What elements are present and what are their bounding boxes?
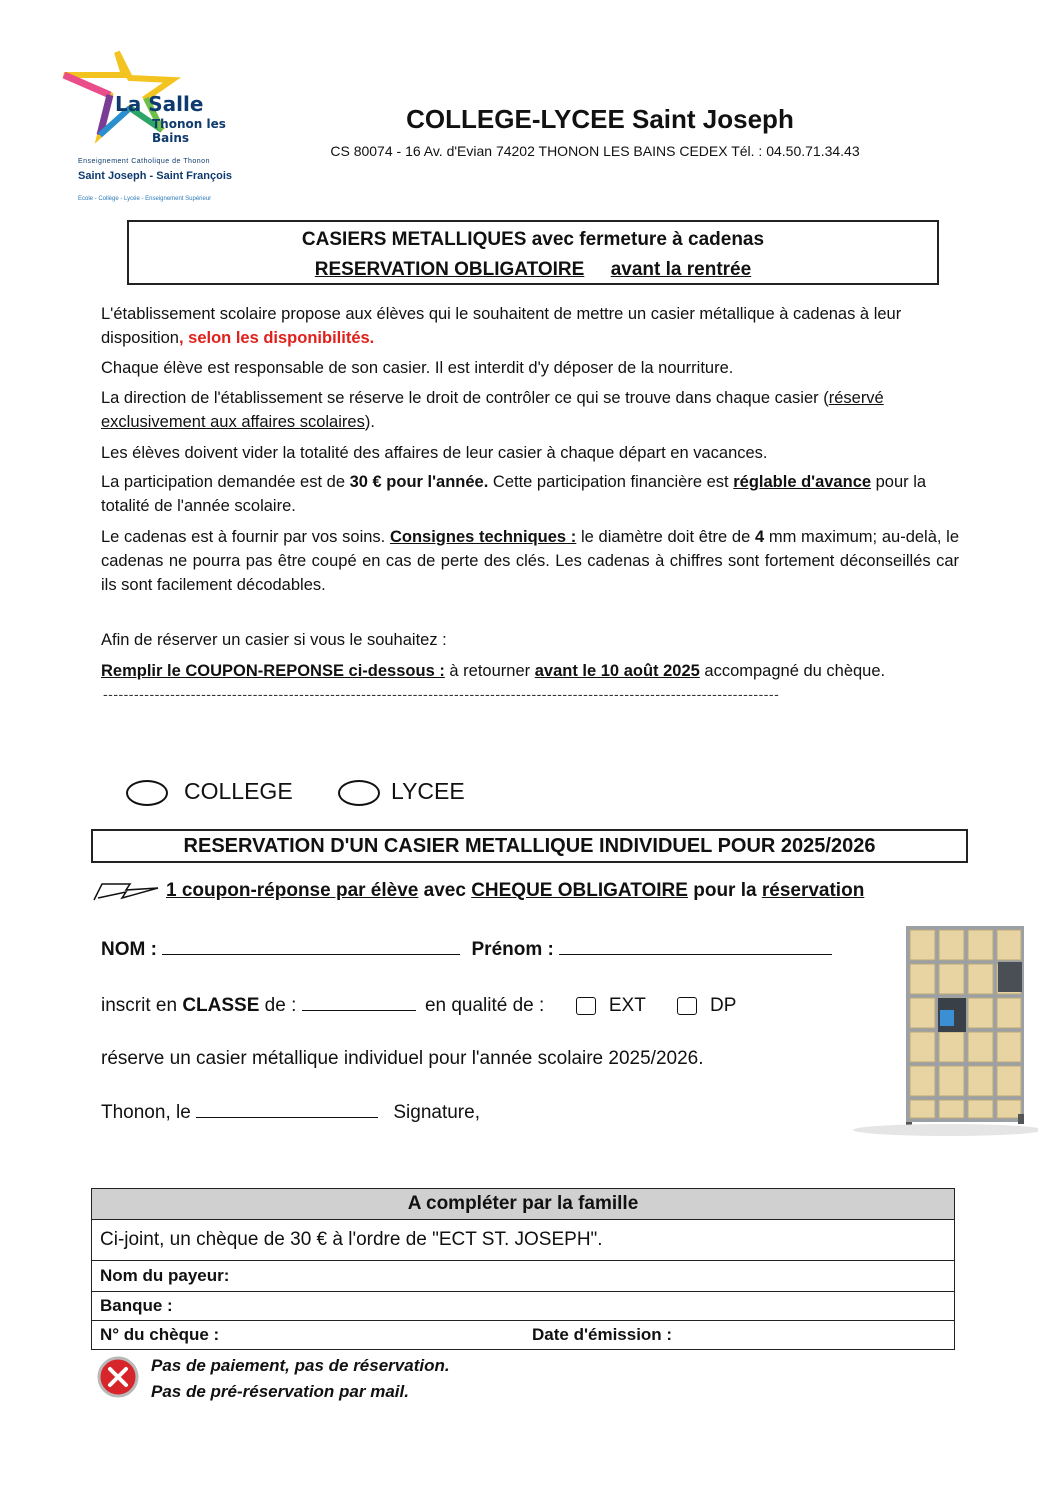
paragraph-participation [101,470,959,518]
coupon-rule [166,880,864,902]
cadenas-text-3: mm maximum; au-delà, le cadenas ne pourra pas être coupé en cas de perte des clés. Les cadenas à chiffres sont fortement déconseillés car ils sont facilement décodables. [101,528,960,594]
participation-amount: 30 € pour l'année. [349,473,489,491]
date-field[interactable] [196,1099,378,1118]
control-end: ). [364,413,375,431]
paragraph-vacances: Les élèves doivent vider la totalité des affaires de leur casier à chaque départ en vacances. [101,444,768,462]
title-rentree: avant la rentrée [610,259,752,280]
reserve-statement: réserve un casier métallique individuel pour l'année scolaire 2025/2026. [101,1048,704,1069]
reservation-box [91,829,968,863]
participation-text-2: Cette participation financière est [488,473,734,491]
error-icon [97,1356,139,1398]
school-address: CS 80074 - 16 Av. d'Evian 74202 THONON LES BAINS CEDEX Tél. : 04.50.71.34.43 [330,143,860,159]
paragraph-reserve: Afin de réserver un casier si vous le souhaitez : [101,631,447,649]
paragraph-intro [101,302,959,350]
intro-text: L'établissement scolaire propose aux élèves qui le souhaitent de mettre un casier métallique à cadenas à leur disposition [101,305,902,347]
signature-row [101,1099,480,1124]
reservation-title: RESERVATION D'UN CASIER METALLIQUE INDIVIDUEL POUR 2025/2026 [183,835,876,857]
lightning-arrow-icon [92,880,162,902]
cheque-number-row[interactable] [92,1321,955,1350]
participation-advance: réglable d'avance [733,473,872,491]
banque-label: Banque : [100,1296,173,1315]
cadenas-diameter: 4 [754,528,765,546]
cheque-text: accompagné du chèque. [699,662,886,680]
coupon-text: avec [418,880,472,901]
school-name: COLLEGE-LYCEE Saint Joseph [406,104,794,134]
nom-field[interactable] [162,936,460,955]
thonon-label: Thonon, le [101,1102,191,1123]
title-reservation: RESERVATION OBLIGATOIRE [314,259,585,280]
title-line-1: CASIERS METALLIQUES avec fermeture à cadenas [301,229,765,250]
coupon-text-2: pour la [687,880,762,901]
logo-levels: Ecole - Collège - Lycée - Enseignement Supérieur [78,196,212,202]
emission-date-label: Date d'émission : [532,1325,673,1344]
family-table-header: A compléter par la famille [92,1189,955,1220]
paragraph-control [101,386,959,434]
cadenas-text-2: le diamètre doit être de [576,528,755,546]
family-table [91,1188,955,1350]
cadenas-text: Le cadenas est à fournir par vos soins. [101,528,390,546]
prenom-label: Prénom : [471,939,554,960]
lycee-label: LYCEE [391,778,465,804]
cut-line: ----------------------------------------------------------------------------------------------------------------------------------- [103,686,780,702]
coupon-per-student: 1 coupon-réponse par élève [166,880,419,901]
prenom-field[interactable] [559,936,832,955]
signature-label: Signature, [393,1102,480,1123]
classe-label: CLASSE [182,995,260,1016]
control-underlined: réservé exclusivement aux affaires scolaires [101,389,884,431]
classe-field[interactable] [302,992,416,1011]
logo-tagline: Enseignement Catholique de Thonon [78,158,210,165]
return-text: à retourner [444,662,535,680]
dp-label: DP [710,995,737,1016]
logo-name-2: Thonon les Bains [152,117,226,145]
qualite-label: en qualité de : [424,995,545,1016]
logo-schools: Saint Joseph - Saint François [78,170,233,182]
coupon-instruction: Remplir le COUPON-REPONSE ci-dessous : [101,662,445,680]
deadline: avant le 10 août 2025 [534,662,700,680]
coupon-reservation: réservation [761,880,865,901]
title-line-2 [129,259,937,281]
paragraph-responsibility: Chaque élève est responsable de son casier. Il est interdit d'y déposer de la nourriture. [101,359,734,377]
participation-text: La participation demandée est de [101,473,350,491]
class-row [101,992,736,1017]
payeur-field[interactable] [92,1261,955,1292]
consignes-label: Consignes techniques : [389,528,577,546]
paragraph-coupon-instruction [101,659,959,683]
ext-label: EXT [608,995,646,1016]
ext-checkbox[interactable] [576,997,596,1015]
college-radio[interactable] [126,780,168,806]
coupon-cheque: CHEQUE OBLIGATOIRE [471,880,688,901]
banque-field[interactable] [92,1292,955,1321]
cheque-number-label: N° du chèque : [100,1325,220,1344]
school-logo [62,50,267,210]
lycee-radio[interactable] [338,780,380,806]
warning-no-payment: Pas de paiement, pas de réservation. [151,1356,450,1375]
nom-label: NOM : [101,939,157,960]
locker-image [848,918,1038,1138]
name-row [101,936,832,961]
logo-name-1: La Salle [115,92,204,116]
cheque-statement: Ci-joint, un chèque de 30 € à l'ordre de "ECT ST. JOSEPH". [92,1220,955,1261]
title-box [127,220,939,285]
warning-no-email: Pas de pré-réservation par mail. [151,1382,409,1401]
availability-note: , selon les disponibilités. [178,329,375,347]
control-text: La direction de l'établissement se réserve le droit de contrôler ce qui se trouve dans chaque casier ( [101,389,829,407]
classe-de-label: de : [259,995,297,1016]
payeur-label: Nom du payeur: [100,1266,230,1285]
paragraph-cadenas [101,525,959,597]
participation-end: pour la totalité de l'année scolaire. [101,473,927,515]
dp-checkbox[interactable] [677,997,697,1015]
college-label: COLLEGE [184,778,293,804]
inscrit-label: inscrit en [101,995,183,1016]
